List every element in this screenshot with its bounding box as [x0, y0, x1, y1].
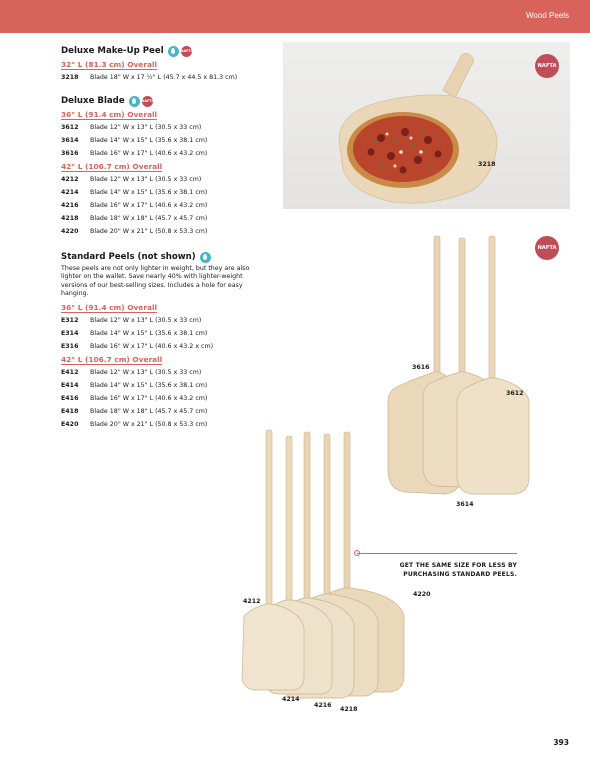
water-drop-icon [168, 46, 179, 57]
table-row: E420 Blade 20" W x 21" L (50.8 x 53.3 cm) [61, 420, 208, 428]
table-row: 3614 Blade 14" W x 15" L (35.6 x 38.1 cm) [61, 137, 208, 144]
length-label: 36" L (91.4 cm) Overall [61, 302, 158, 312]
product-title-deluxe-makeup: Deluxe Make-Up Peel NAFTA [61, 46, 194, 56]
callout-text: GET THE SAME SIZE FOR LESS BY PURCHASING STANDARD PEELS. [399, 562, 517, 578]
nafta-badge-icon: NAFTA [181, 46, 192, 57]
page-number: 393 [553, 738, 569, 747]
product-listing [61, 44, 261, 431]
length-label: 36" L (91.4 cm) Overall [61, 110, 158, 119]
figure-label: 3612 [506, 390, 524, 397]
table-row: E314 Blade 14" W x 15" L (35.6 x 38.1 cm) [61, 329, 208, 337]
table-row: E416 Blade 16" W x 17" L (40.6 x 43.2 cm) [61, 394, 208, 402]
makeup-peel-photo [283, 42, 570, 209]
table-row: 3612 Blade 12" W x 13" L (30.5 x 33 cm) [61, 124, 202, 131]
table-row: 3616 Blade 16" W x 17" L (40.6 x 43.2 cm) [61, 150, 208, 157]
figure-label: 4212 [243, 598, 261, 605]
table-row: E412 Blade 12" W x 13" L (30.5 x 33 cm) [61, 368, 202, 376]
peels-42-illustration [238, 428, 413, 708]
table-row: 4218 Blade 18" W x 18" L (45.7 x 45.7 cm) [61, 215, 208, 222]
length-label: 42" L (106.7 cm) Overall [61, 354, 163, 364]
makeup-peel-illustration [283, 42, 570, 209]
section-title: Wood Peels [526, 11, 569, 20]
product-description: These peels are not only lighter in weight, but they are also lighter on the wallet. Save nearly 40% with lighter-weight versions of our best-selling sizes. Includes a hole for easy hanging. [61, 265, 250, 298]
nafta-badge-icon: NAFTA [142, 96, 153, 107]
table-row: 3218 Blade 18" W x 17 ½" L (45.7 x 44.5 x 81.3 cm) [61, 74, 238, 81]
water-drop-icon [129, 96, 140, 107]
product-title-standard: Standard Peels (not shown) [61, 250, 261, 264]
figure-label: 4214 [282, 696, 300, 703]
figure-label: 3614 [456, 501, 474, 508]
figure-label: 3218 [478, 161, 496, 168]
figure-label: 4220 [413, 591, 431, 598]
length-label: 42" L (106.7 cm) Overall [61, 162, 163, 171]
nafta-badge-icon: NAFTA [535, 236, 559, 260]
table-row: E418 Blade 18" W x 18" L (45.7 x 45.7 cm) [61, 407, 208, 415]
product-title-deluxe-blade: Deluxe Blade NAFTA [61, 96, 155, 106]
table-row: E312 Blade 12" W x 13" L (30.5 x 33 cm) [61, 316, 202, 324]
table-row: E414 Blade 14" W x 15" L (35.6 x 38.1 cm) [61, 381, 208, 389]
water-drop-icon [200, 252, 211, 263]
table-row: 4220 Blade 20" W x 21" L (50.8 x 53.3 cm) [61, 228, 208, 235]
figure-label: 4216 [314, 702, 332, 709]
table-row: E316 Blade 16" W x 17" L (40.6 x 43.2 x cm) [61, 342, 214, 350]
nafta-badge-icon: NAFTA [535, 54, 559, 78]
table-row: 4214 Blade 14" W x 15" L (35.6 x 38.1 cm) [61, 189, 208, 196]
table-row: 4212 Blade 12" W x 13" L (30.5 x 33 cm) [61, 176, 202, 183]
length-label: 32" L (81.3 cm) Overall [61, 60, 158, 69]
header-band [0, 0, 590, 33]
table-row: 4216 Blade 16" W x 17" L (40.6 x 43.2 cm) [61, 202, 208, 209]
figure-label: 4218 [340, 706, 358, 713]
figure-label: 3616 [412, 364, 430, 371]
